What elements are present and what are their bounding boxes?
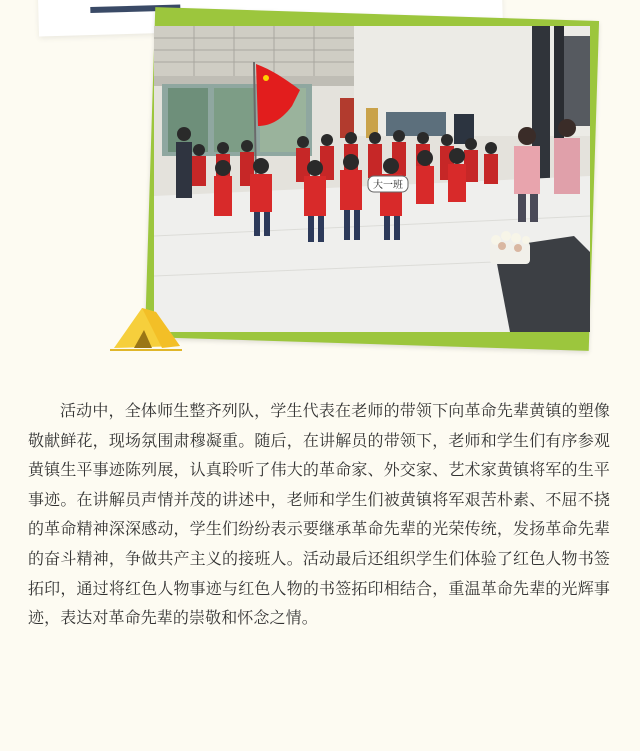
- activity-photo: [154, 26, 590, 332]
- class-sign-text: 大一班: [373, 180, 403, 191]
- article-paragraph: 活动中，全体师生整齐列队，学生代表在老师的带领下向革命先辈黄镇的塑像敬献鲜花，现场氛围肃穆凝重。随后，在讲解员的带领下，老师和学生们有序参观黄镇生平事迹陈列展，认真聆听了伟大的革命家、外交家、艺术家黄镇将军的生平事迹。在讲解员声情并茂的讲述中，老师和学生们被黄镇将军艰苦朴素、不屈不挠的革命精神深深感动，学生们纷纷表示要继承革命先辈的光荣传统，发扬革命先辈的奋斗精神，争做共产主义的接班人。活动最后还组织学生们体验了红色人物书签拓印，通过将红色人物事迹与红色人物的书签拓印相结合，重温革命先辈的光辉事迹，表达对革命先辈的崇敬和怀念之情。: [28, 401, 610, 628]
- activity-photo-illustration: [154, 26, 590, 332]
- tent-icon: [108, 300, 184, 352]
